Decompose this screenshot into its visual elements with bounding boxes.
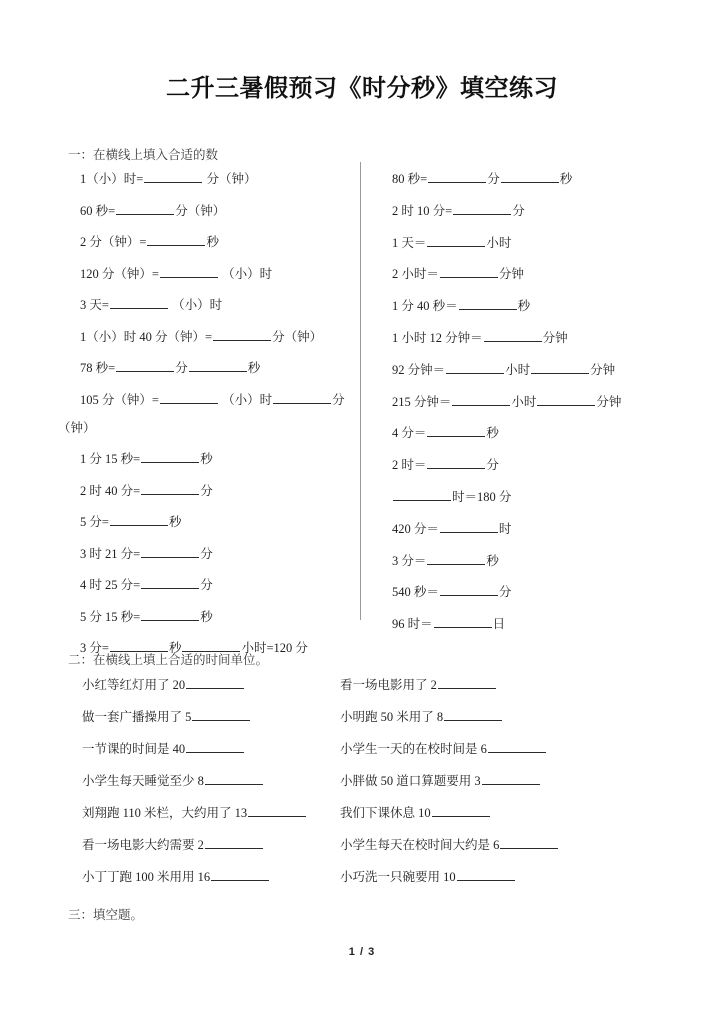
blank-input-1[interactable] <box>427 552 485 565</box>
blank-input-2[interactable] <box>537 393 595 406</box>
blank-input-1[interactable] <box>500 836 558 849</box>
question-text: 2 小时＝ <box>392 267 439 282</box>
question-text: 540 秒＝ <box>392 585 439 600</box>
unit-question-item <box>340 804 640 821</box>
unit-question-item <box>82 676 342 693</box>
question-unit: 小时 <box>486 235 512 250</box>
question-item <box>80 265 352 282</box>
question-unit: 秒 <box>247 361 261 375</box>
blank-input-1[interactable] <box>160 391 218 404</box>
blank-input-1[interactable] <box>147 233 205 246</box>
blank-input-1[interactable] <box>144 170 202 183</box>
blank-input-1[interactable] <box>444 708 502 721</box>
blank-input-1[interactable] <box>205 772 263 785</box>
question-item <box>392 488 682 505</box>
section-3-heading: 三：填空题。 <box>68 908 144 922</box>
question-item <box>392 583 682 600</box>
question-text: 看一场电影用了 2 <box>340 678 437 692</box>
blank-input-1[interactable] <box>116 359 174 372</box>
blank-input-1[interactable] <box>488 740 546 753</box>
question-text: 1 天＝ <box>392 235 427 250</box>
unit-question-item <box>340 772 640 789</box>
question-unit: 分钟 <box>542 330 568 345</box>
question-unit: 分 <box>486 458 499 473</box>
question-text: 4 时 25 分= <box>80 578 141 592</box>
question-text: 215 分钟＝ <box>392 394 452 409</box>
question-text: 小胖做 50 道口算题要用 3 <box>340 774 481 788</box>
question-text: 2 分（钟）= <box>80 235 147 249</box>
question-unit: （小）时 <box>218 392 273 407</box>
question-unit: 分 <box>175 361 188 375</box>
question-unit: 时 <box>498 521 512 536</box>
question-item <box>392 393 682 410</box>
question-item <box>392 615 682 632</box>
question-item <box>80 545 352 562</box>
blank-input-1[interactable] <box>393 488 451 501</box>
question-text: 3 分= <box>80 641 109 655</box>
question-item <box>80 359 352 376</box>
question-item <box>80 450 352 467</box>
question-unit: 分钟 <box>596 394 622 409</box>
question-unit: （小）时 <box>218 266 273 281</box>
unit-question-item <box>340 708 640 725</box>
question-item <box>392 329 682 346</box>
question-unit: 秒 <box>206 235 219 249</box>
question-text: 1 分 15 秒= <box>80 452 141 466</box>
blank-input-1[interactable] <box>192 708 250 721</box>
question-text: 92 分钟＝ <box>392 362 446 377</box>
blank-input-1[interactable] <box>141 545 199 558</box>
blank-input-2[interactable] <box>189 359 247 372</box>
question-unit: 秒 <box>200 609 213 624</box>
question-unit: 分钟 <box>498 267 524 282</box>
question-text: 2 时 10 分= <box>392 203 453 218</box>
section-1-left-column <box>58 170 352 671</box>
question-text: 2 时＝ <box>392 458 427 473</box>
section-1-heading: 一：在横线上填入合适的数 <box>68 148 219 162</box>
question-text: 78 秒= <box>80 361 116 375</box>
question-item <box>80 328 352 345</box>
question-text: 3 分＝ <box>392 553 427 568</box>
unit-question-item <box>340 836 640 853</box>
blank-input-1[interactable] <box>434 615 492 628</box>
question-item <box>80 482 352 499</box>
question-text: 小学生每天在校时间大约是 6 <box>340 838 500 852</box>
question-unit: 分（钟） <box>203 172 257 186</box>
unit-question-item <box>82 804 342 821</box>
blank-input-1[interactable] <box>440 520 498 533</box>
question-text: 1 分 40 秒＝ <box>392 299 458 314</box>
blank-input-1[interactable] <box>428 170 486 183</box>
blank-input-1[interactable] <box>440 583 498 596</box>
question-item <box>392 297 682 314</box>
question-unit: 分 <box>498 585 512 600</box>
unit-question-item <box>340 868 640 885</box>
question-item <box>80 576 352 593</box>
question-text: 120 分（钟）= <box>80 266 159 281</box>
question-unit: （小）时 <box>168 298 223 312</box>
question-unit: 秒 <box>486 426 499 441</box>
blank-input-1[interactable] <box>160 265 218 278</box>
blank-input-1[interactable] <box>427 456 485 469</box>
question-item <box>80 170 352 187</box>
question-item <box>80 296 352 313</box>
blank-input-1[interactable] <box>186 740 244 753</box>
blank-input-1[interactable] <box>459 297 517 310</box>
section-2-left-column <box>82 676 342 900</box>
blank-input-1[interactable] <box>141 576 199 589</box>
blank-input-2[interactable] <box>273 391 331 404</box>
question-text: 小红等红灯用了 20 <box>82 678 186 692</box>
section-2-questions <box>0 676 724 884</box>
question-unit: 分 <box>200 483 213 498</box>
question-text: 做一套广播操用了 5 <box>82 710 192 724</box>
question-text: 1 小时 12 分钟＝ <box>392 330 483 345</box>
question-text: 4 分＝ <box>392 426 427 441</box>
section-1-questions <box>0 170 724 655</box>
unit-question-item <box>82 740 342 757</box>
question-text: 小明跑 50 米用了 8 <box>340 710 444 724</box>
question-item <box>80 513 352 530</box>
question-unit: 秒 <box>559 172 573 186</box>
question-unit: 小时 <box>505 362 531 377</box>
question-text: 3 时 21 分= <box>80 546 141 561</box>
blank-input-2[interactable] <box>501 170 559 183</box>
blank-input-1[interactable] <box>427 234 485 247</box>
blank-input-1[interactable] <box>453 202 511 215</box>
question-text: 80 秒= <box>392 172 428 186</box>
blank-input-1[interactable] <box>186 676 244 689</box>
blank-input-1[interactable] <box>438 676 496 689</box>
question-item <box>392 170 682 187</box>
blank-input-1[interactable] <box>484 329 542 342</box>
question-text: 1（小）时 40 分（钟）= <box>80 329 213 344</box>
question-text: 小学生每天睡觉至少 8 <box>82 774 204 788</box>
question-text: 1（小）时= <box>80 172 144 186</box>
blank-input-1[interactable] <box>110 513 168 526</box>
question-item <box>392 202 682 219</box>
question-text: 105 分（钟）= <box>80 392 159 407</box>
question-text: 小丁丁跑 100 米用用 16 <box>82 870 211 884</box>
question-item <box>392 552 682 569</box>
blank-input-1[interactable] <box>427 424 485 437</box>
question-item <box>392 520 682 537</box>
question-unit: 秒 <box>517 299 531 314</box>
unit-question-item <box>82 836 342 853</box>
question-unit: 秒 <box>168 515 182 529</box>
question-item <box>392 424 682 441</box>
unit-question-item <box>82 708 342 725</box>
question-text: 420 分＝ <box>392 521 439 536</box>
blank-input-1[interactable] <box>452 393 510 406</box>
unit-question-item <box>82 772 342 789</box>
blank-input-1[interactable] <box>211 868 269 881</box>
question-item <box>392 456 682 473</box>
question-text: 刘翔跑 110 米栏，大约用了 13 <box>82 806 248 820</box>
blank-input-1[interactable] <box>248 804 306 817</box>
unit-question-item <box>340 676 640 693</box>
question-text: 60 秒= <box>80 203 116 218</box>
blank-input-1[interactable] <box>440 265 498 278</box>
question-unit: 小时=120 分 <box>241 641 308 655</box>
question-item <box>80 233 352 250</box>
question-text: 看一场电影大约需要 2 <box>82 838 204 852</box>
question-text: 96 时＝ <box>392 617 433 632</box>
unit-question-item <box>340 740 640 757</box>
question-text: 小巧洗一只碗要用 10 <box>340 870 456 884</box>
question-text: 小学生一天的在校时间是 6 <box>340 742 487 756</box>
blank-input-1[interactable] <box>432 804 490 817</box>
question-unit: 分钟 <box>590 362 616 377</box>
question-item <box>392 265 682 282</box>
question-wrapped-tail: （钟） <box>58 420 96 435</box>
blank-input-1[interactable] <box>457 868 515 881</box>
unit-question-item <box>82 868 342 885</box>
question-unit: 时＝180 分 <box>452 489 512 504</box>
question-unit: 日 <box>492 617 506 632</box>
blank-input-1[interactable] <box>141 450 199 463</box>
blank-input-1[interactable] <box>482 772 540 785</box>
question-text: 我们下课休息 10 <box>340 806 431 820</box>
question-unit: 分 <box>487 172 500 186</box>
blank-input-1[interactable] <box>110 296 168 309</box>
section-1-right-column <box>392 170 682 647</box>
question-unit: 秒 <box>200 452 213 466</box>
question-unit: 分 <box>332 392 345 407</box>
question-unit: 分（钟） <box>272 329 323 344</box>
blank-input-1[interactable] <box>141 482 199 495</box>
question-text: 3 天= <box>80 298 109 312</box>
question-unit: 分 <box>512 203 525 218</box>
page-number-footer: 1 / 3 <box>348 946 376 958</box>
blank-input-1[interactable] <box>213 328 271 341</box>
blank-input-1[interactable] <box>116 202 174 215</box>
page-title: 二升三暑假预习《时分秒》填空练习 <box>166 75 558 102</box>
question-unit: 分（钟） <box>175 203 226 218</box>
section-2-right-column <box>340 676 640 900</box>
question-unit: 分 <box>200 546 213 561</box>
question-unit: 秒 <box>168 641 182 655</box>
question-item <box>58 391 352 436</box>
question-text: 5 分= <box>80 515 109 529</box>
question-text: 2 时 40 分= <box>80 483 141 498</box>
question-text: 5 分 15 秒= <box>80 609 141 624</box>
blank-input-1[interactable] <box>446 361 504 374</box>
section-2-heading: 二：在横线上填上合适的时间单位。 <box>68 653 269 667</box>
blank-input-1[interactable] <box>141 608 199 621</box>
question-text: 一节课的时间是 40 <box>82 742 186 756</box>
question-unit: 秒 <box>486 553 499 568</box>
question-unit: 分 <box>200 578 213 592</box>
blank-input-2[interactable] <box>531 361 589 374</box>
question-item <box>80 202 352 219</box>
question-unit: 小时 <box>511 394 537 409</box>
question-item <box>392 361 682 378</box>
blank-input-1[interactable] <box>205 836 263 849</box>
question-item <box>392 234 682 251</box>
question-item <box>80 608 352 625</box>
